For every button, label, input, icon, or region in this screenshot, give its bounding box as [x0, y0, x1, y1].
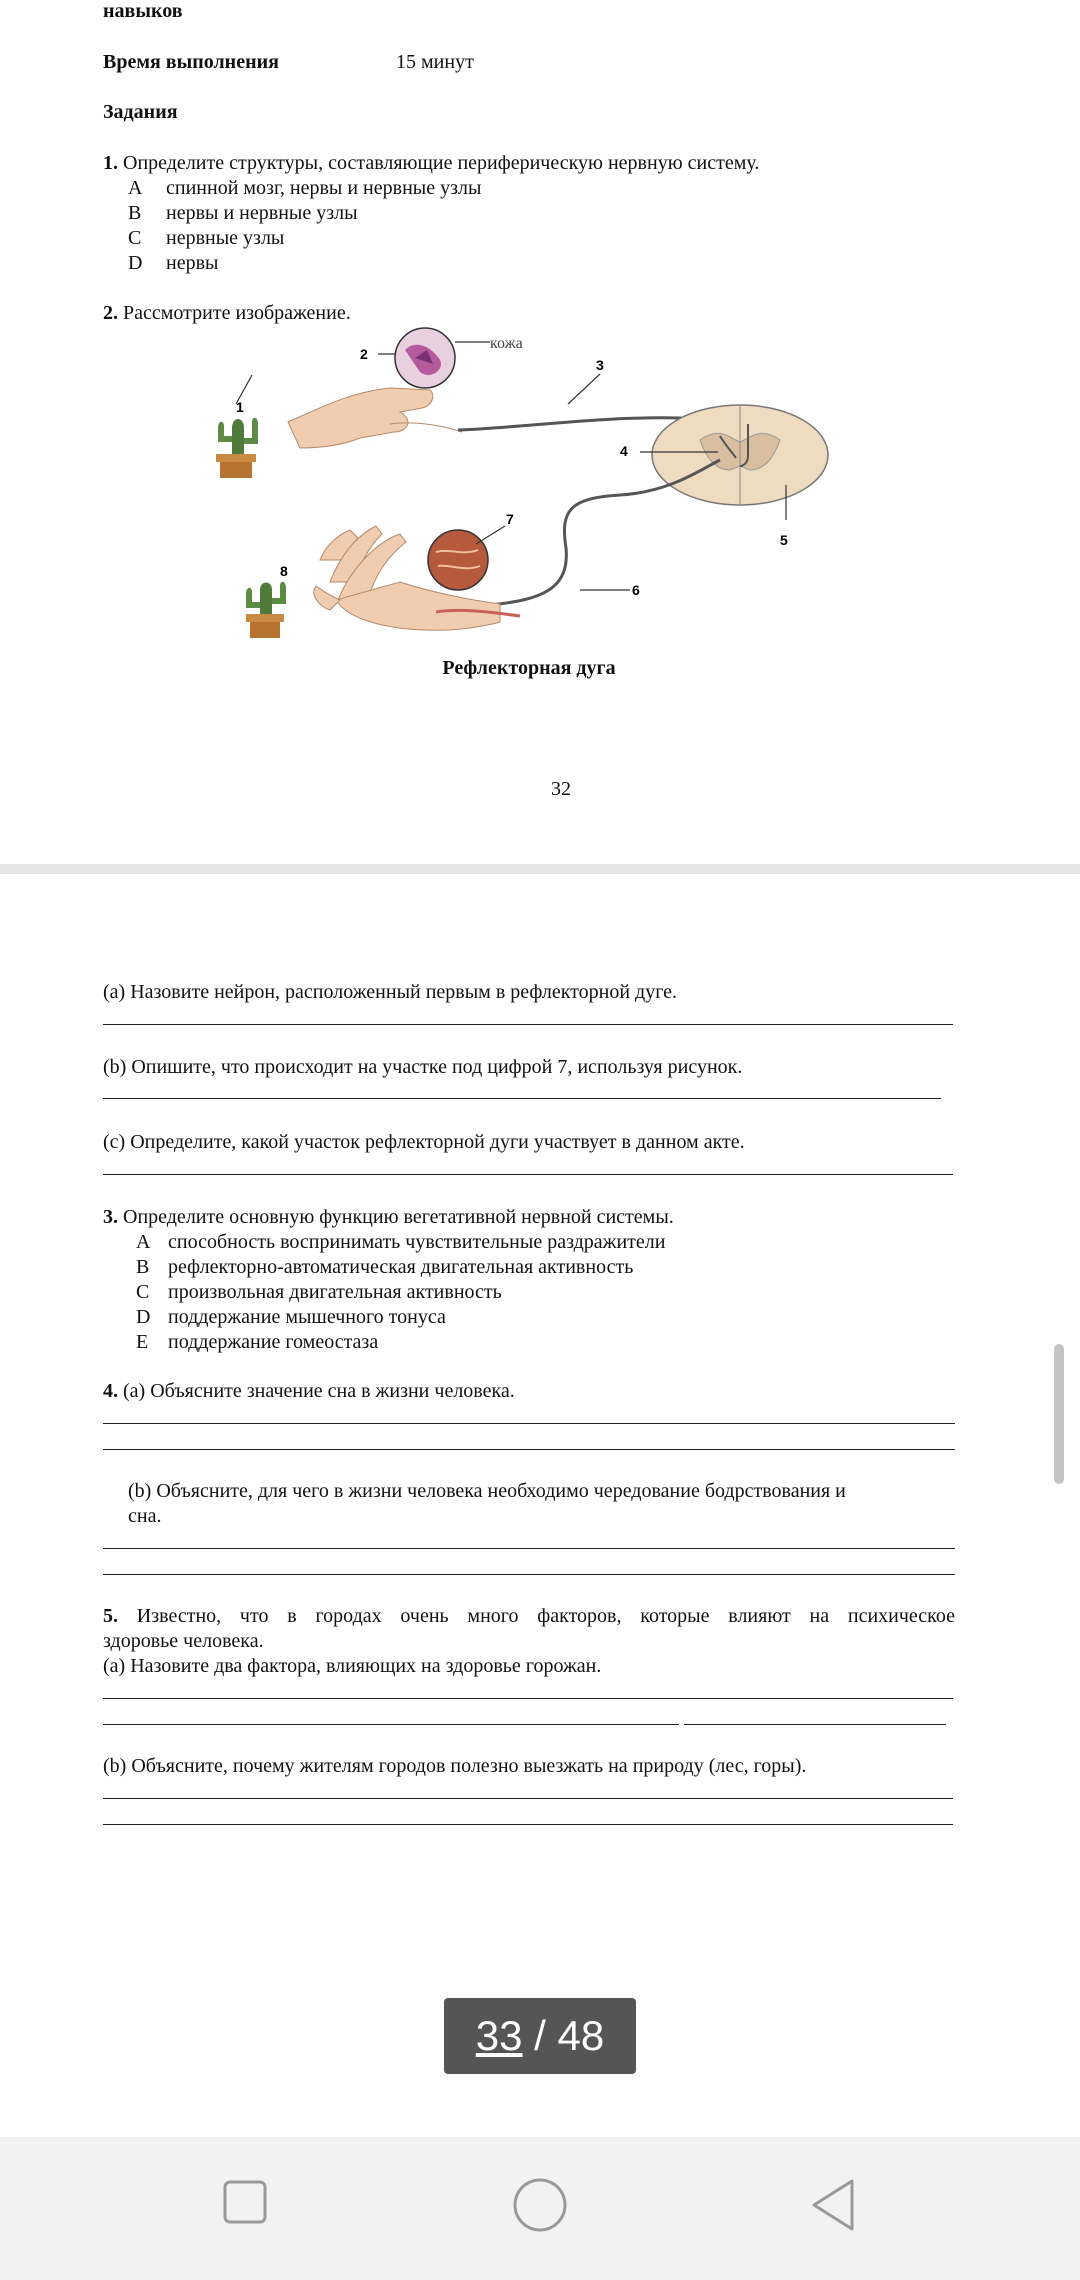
system-navigation-bar: [0, 2137, 1080, 2280]
answer-line: [103, 1798, 953, 1799]
q4b-text-line2: сна.: [128, 1505, 162, 1527]
q4a-text: (a) Объясните значение сна в жизни человека.: [123, 1380, 515, 1402]
q5b-text: (b) Объясните, почему жителям городов полезно выезжать на природу (лес, горы).: [103, 1755, 807, 1777]
q1-question: [103, 151, 759, 175]
q1-option-text: нервы: [166, 252, 219, 274]
q1-text: Определите структуры, составляющие периферическую нервную систему.: [123, 152, 760, 174]
finger-hand-icon: [288, 388, 462, 448]
answer-line: [103, 1024, 953, 1025]
q4a-question: [103, 1379, 515, 1403]
cactus-bottom-icon: [246, 582, 286, 638]
q5a-text: (a) Назовите два фактора, влияющих на здоровье горожан.: [103, 1655, 602, 1677]
figure-label-5: 5: [780, 532, 788, 548]
figure-label-7: 7: [506, 511, 514, 527]
q1-option-c: [128, 226, 284, 250]
q1-option-letter: D: [128, 252, 143, 274]
answer-line: [103, 1423, 955, 1424]
q1-option-letter: C: [128, 227, 142, 249]
q3-option-letter: A: [136, 1231, 151, 1253]
answer-line: [103, 1548, 955, 1549]
q3-option-b: [136, 1255, 633, 1279]
q1-option-d: [128, 251, 218, 275]
q3-text: Определите основную функцию вегетативной нервной системы.: [123, 1206, 674, 1228]
time-value: 15 минут: [396, 51, 474, 73]
q1-number: 1.: [103, 152, 118, 174]
q3-question: [103, 1205, 674, 1229]
q3-option-text: способность воспринимать чувствительные раздражители: [168, 1231, 666, 1253]
figure-caption: Рефлекторная дуга: [442, 657, 616, 679]
figure-label-3: 3: [596, 357, 604, 373]
q5-intro-line2: здоровье человека.: [103, 1630, 264, 1652]
answer-line: [103, 1698, 953, 1699]
q3-option-letter: C: [136, 1281, 150, 1303]
page-indicator[interactable]: [444, 1998, 636, 2074]
q3-option-text: произвольная двигательная активность: [168, 1281, 502, 1303]
q2a-text: (a) Назовите нейрон, расположенный первым в рефлекторной дуге.: [103, 981, 678, 1003]
page-separator: [0, 864, 1080, 874]
q1-option-letter: B: [128, 202, 142, 224]
q1-option-b: [128, 201, 358, 225]
muscle-magnified-icon: [428, 530, 488, 590]
q3-option-text: рефлекторно-автоматическая двигательная активность: [168, 1256, 634, 1278]
q3-option-letter: D: [136, 1306, 151, 1328]
answer-line: [103, 1449, 955, 1450]
skin-magnified-icon: [395, 328, 455, 388]
figure-label-2: 2: [360, 346, 368, 362]
answer-line: [103, 1574, 955, 1575]
figure-label-8: 8: [280, 563, 288, 579]
spinal-cord-section-icon: [652, 405, 828, 505]
answer-line: [103, 1174, 953, 1175]
q3-number: 3.: [103, 1206, 118, 1228]
q2-number: 2.: [103, 302, 118, 324]
q3-option-c: [136, 1280, 502, 1304]
figure-label-1: 1: [236, 399, 244, 415]
q3-option-d: [136, 1305, 446, 1329]
home-circle-icon[interactable]: [512, 2177, 568, 2233]
q3-option-text: поддержание мышечного тонуса: [168, 1306, 446, 1328]
reflex-arc-figure: [200, 320, 860, 650]
q3-option-a: [136, 1230, 665, 1254]
q5-intro-line1: [103, 1604, 955, 1628]
q1-option-text: спинной мозг, нервы и нервные узлы: [166, 177, 482, 199]
answer-line: [103, 1098, 941, 1099]
q1-option-letter: A: [128, 177, 143, 199]
total-pages: 48: [557, 2012, 605, 2059]
q3-option-letter: B: [136, 1256, 150, 1278]
skin-label: кожа: [490, 335, 523, 352]
scrollbar-thumb[interactable]: [1054, 1344, 1064, 1484]
recents-square-icon[interactable]: [222, 2179, 268, 2225]
top-word: навыков: [103, 0, 183, 22]
current-page: 33: [475, 2012, 523, 2059]
tasks-heading: Задания: [103, 101, 178, 123]
q3-option-letter: E: [136, 1331, 149, 1353]
answer-line: [103, 1724, 679, 1725]
q3-option-e: [136, 1330, 378, 1354]
q2c-text: (c) Определите, какой участок рефлекторной дуги участвует в данном акте.: [103, 1131, 745, 1153]
q1-option-text: нервные узлы: [166, 227, 285, 249]
q1-option-text: нервы и нервные узлы: [166, 202, 358, 224]
q5-line1-text: Известно, что в городах очень много факторов, которые влияют на психическое: [136, 1605, 956, 1627]
back-triangle-icon[interactable]: [808, 2177, 858, 2233]
page-separator-slash: /: [522, 2012, 558, 2059]
q4b-text-line1: (b) Объясните, для чего в жизни человека необходимо чередование бодрствования и: [128, 1480, 846, 1502]
page-number: 32: [551, 778, 571, 800]
q2b-text: (b) Опишите, что происходит на участке под цифрой 7, используя рисунок.: [103, 1056, 743, 1078]
q2-text: Рассмотрите изображение.: [123, 302, 351, 324]
answer-line: [684, 1724, 946, 1725]
q4-number: 4.: [103, 1380, 118, 1402]
q3-option-text: поддержание гомеостаза: [168, 1331, 379, 1353]
time-label: Время выполнения: [103, 51, 279, 73]
figure-label-4: 4: [620, 443, 628, 459]
q1-option-a: [128, 176, 481, 200]
motor-nerve-path: [438, 460, 720, 610]
q5-number: 5.: [103, 1605, 118, 1627]
answer-line: [103, 1824, 953, 1825]
withdrawn-hand-icon: [314, 526, 520, 630]
cactus-top-icon: [216, 418, 258, 478]
figure-label-6: 6: [632, 582, 640, 598]
